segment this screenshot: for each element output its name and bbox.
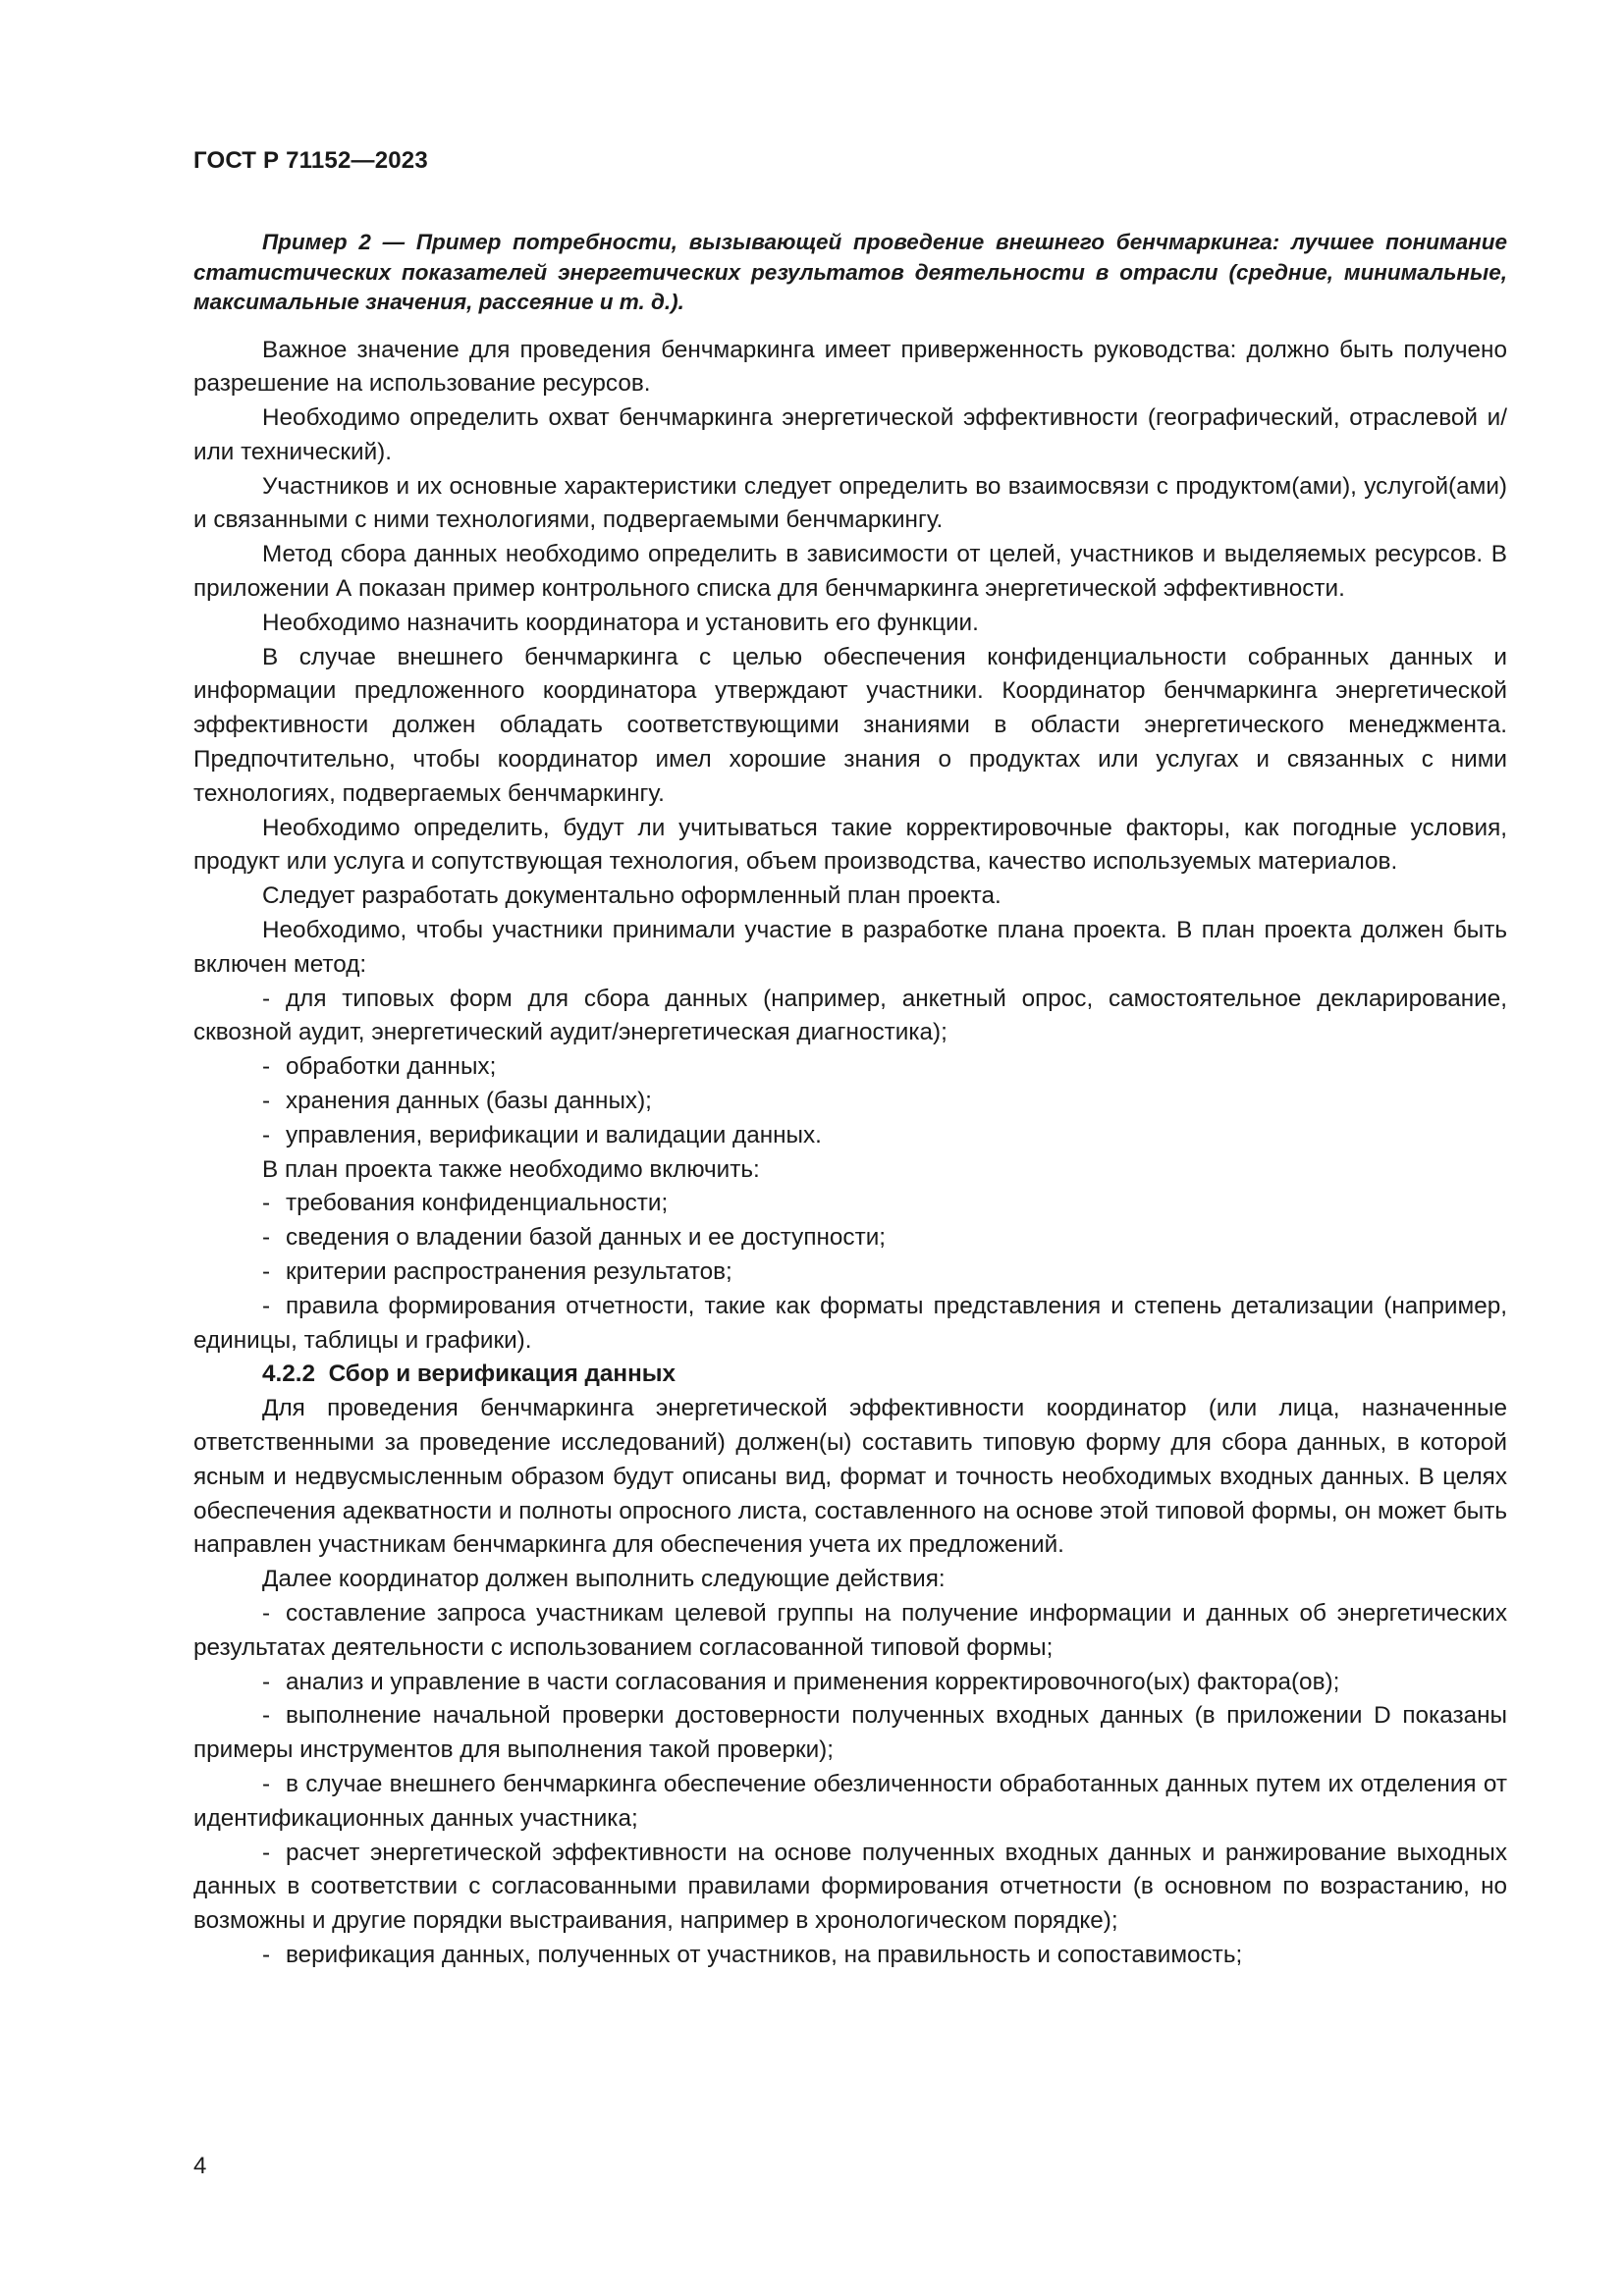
list-item	[193, 1666, 1507, 1700]
list-dash: -	[262, 1702, 271, 1730]
list-item-text: сведения о владении базой данных и ее доступности;	[286, 1224, 887, 1252]
list-item-text: для типовых форм для сбора данных (например, анкетный опрос, самостоятельное декларирование, сквозной аудит, энергетический аудит/энергетическая диагностика);	[193, 985, 1507, 1046]
list-item	[193, 1255, 1507, 1290]
list-item	[193, 1939, 1507, 1973]
document-body	[193, 228, 1507, 1973]
paragraph: Для проведения бенчмаркинга энергетической эффективности координатор (или лица, назначенные ответственными за проведение исследований) должен(ы) составить типовую форму для сбора данных, в которой ясным и недвусмысленным образом будут описаны вид, формат и точность необходимых входных данных. В целях обеспечения адекватности и полноты опросного листа, составленного на основе этой типовой формы, он может быть направлен участникам бенчмаркинга для обеспечения учета их предложений.	[193, 1395, 1507, 1559]
list-item-text: критерии распространения результатов;	[286, 1258, 732, 1286]
list-item	[193, 1290, 1507, 1359]
list-item-text: правила формирования отчетности, такие как форматы представления и степень детализации (например, единицы, таблицы и графики).	[193, 1292, 1507, 1354]
paragraph: Участников и их основные характеристики следует определить во взаимосвязи с продуктом(ами), услугой(ами) и связанными с ними технологиями, подвергаемыми бенчмаркингу.	[193, 472, 1507, 534]
list-item-text: верификация данных, полученных от участников, на правильность и сопоставимость;	[286, 1941, 1243, 1968]
list-item	[193, 1221, 1507, 1255]
list-dash: -	[262, 1668, 271, 1695]
list-item-text: требования конфиденциальности;	[286, 1190, 669, 1217]
list-dash: -	[262, 985, 271, 1012]
section-title: Сбор и верификация данных	[328, 1361, 677, 1388]
paragraph: Необходимо, чтобы участники принимали участие в разработке плана проекта. В план проекта должен быть включен метод:	[193, 917, 1507, 978]
list-dash: -	[262, 1839, 271, 1866]
list-item	[193, 1085, 1507, 1119]
list-dash: -	[262, 1121, 271, 1148]
list-item	[193, 1187, 1507, 1221]
paragraph: Необходимо назначить координатора и установить его функции.	[262, 609, 979, 636]
list-item-text: обработки данных;	[286, 1053, 497, 1081]
paragraph: Метод сбора данных необходимо определить в зависимости от целей, участников и выделяемых ресурсов. В приложении А показан пример контрольного списка для бенчмаркинга энергетической эффективности.	[193, 541, 1507, 603]
list-item-text: в случае внешнего бенчмаркинга обеспечение обезличенности обработанных данных путем их отделения от идентификационных данных участника;	[193, 1770, 1507, 1832]
list-item-text: расчет энергетической эффективности на основе полученных входных данных и ранжирование выходных данных в соответствии с согласованными правилами формирования отчетности (в основном по возрастанию, но возможны и другие порядки выстраивания, например в хронологическом порядке);	[193, 1839, 1507, 1935]
list-dash: -	[262, 1770, 271, 1797]
list-item	[193, 1050, 1507, 1085]
page-number: 4	[193, 2153, 207, 2179]
list-dash: -	[262, 1053, 271, 1081]
list-item	[193, 1768, 1507, 1837]
paragraph: Необходимо определить охват бенчмаркинга энергетической эффективности (географический, отраслевой и/или технический).	[193, 404, 1507, 465]
list-dash: -	[262, 1292, 271, 1319]
paragraph: В случае внешнего бенчмаркинга с целью обеспечения конфиденциальности собранных данных и информации предложенного координатора утверждают участники. Координатор бенчмаркинга энергетической эффективности должен обладать соответствующими знаниями в области энергетического менеджмента. Предпочтительно, чтобы координатор имел хорошие знания о продуктах или услугах и связанных с ними технологиях, подвергаемых бенчмаркингу.	[193, 643, 1507, 807]
section-number: 4.2.2	[262, 1361, 316, 1388]
list-dash: -	[262, 1224, 271, 1252]
list-item	[193, 1699, 1507, 1768]
paragraph: Следует разработать документально оформленный план проекта.	[262, 882, 1001, 910]
paragraph: Далее координатор должен выполнить следующие действия:	[262, 1566, 946, 1593]
list-item-text: управления, верификации и валидации данных.	[286, 1121, 822, 1148]
list-item-text: составление запроса участникам целевой группы на получение информации и данных об энергетических результатах деятельности с использованием согласованной типовой формы;	[193, 1599, 1507, 1661]
list-item-text: хранения данных (базы данных);	[286, 1088, 652, 1115]
list-item	[193, 1837, 1507, 1939]
list-item-text: выполнение начальной проверки достоверности полученных входных данных (в приложении D показаны примеры инструментов для выполнения такой проверки);	[193, 1702, 1507, 1764]
section-heading	[193, 1358, 1507, 1392]
paragraph: Важное значение для проведения бенчмаркинга имеет приверженность руководства: должно быть получено разрешение на использование ресурсов.	[193, 336, 1507, 398]
list-item-text: анализ и управление в части согласования и применения корректировочного(ых) фактора(ов);	[286, 1668, 1340, 1695]
list-item	[193, 983, 1507, 1051]
list-dash: -	[262, 1941, 271, 1968]
paragraph: Необходимо определить, будут ли учитываться такие корректировочные факторы, как погодные условия, продукт или услуга и сопутствующая технология, объем производства, качество используемых материалов.	[193, 814, 1507, 876]
list-dash: -	[262, 1599, 271, 1627]
list-dash: -	[262, 1190, 271, 1217]
list-dash: -	[262, 1258, 271, 1286]
list-item	[193, 1597, 1507, 1666]
list-item	[193, 1119, 1507, 1153]
document-code-header: ГОСТ Р 71152—2023	[193, 147, 428, 174]
paragraph: В план проекта также необходимо включить:	[262, 1155, 760, 1183]
example-note: Пример 2 — Пример потребности, вызывающей проведение внешнего бенчмаркинга: лучшее понимание статистических показателей энергетических результатов деятельности в отрасли (средние, минимальные, максимальные значения, рассеяние и т. д.).	[193, 230, 1507, 314]
list-dash: -	[262, 1088, 271, 1115]
